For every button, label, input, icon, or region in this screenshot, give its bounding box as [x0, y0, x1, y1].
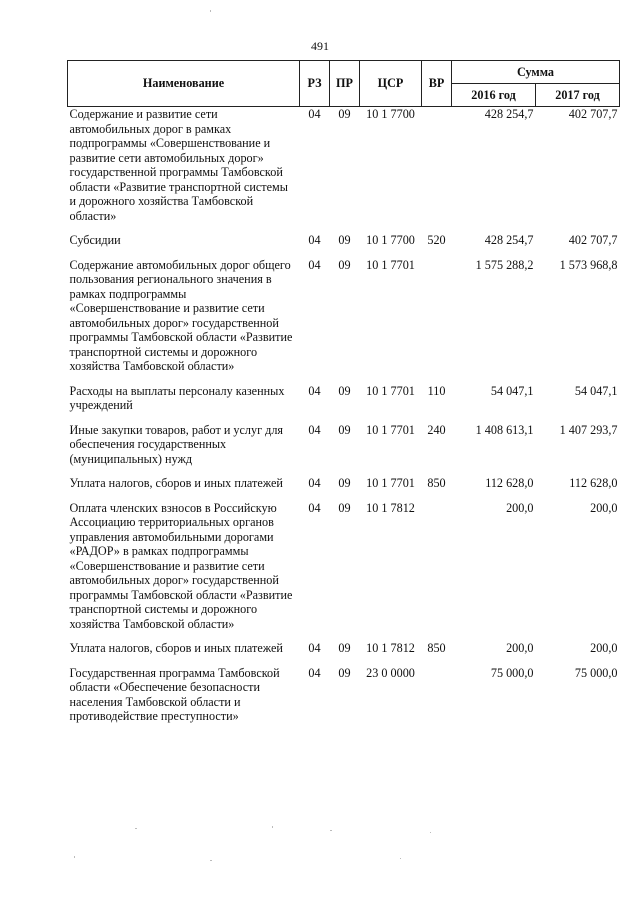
header-rz: РЗ: [300, 61, 330, 107]
row-sum-2017: 54 047,1: [574, 383, 618, 398]
row-vr: [422, 107, 452, 234]
scan-artifact: [430, 832, 431, 833]
header-pr: ПР: [330, 61, 360, 107]
row-pr: 09: [338, 665, 351, 680]
row-vr: 850: [427, 641, 446, 655]
table-row: [68, 107, 620, 234]
row-sum-2016: 75 000,0: [490, 665, 534, 680]
row-csr: 10 1 7701: [366, 383, 415, 398]
scan-artifact: [400, 858, 401, 859]
row-vr: 520: [427, 233, 446, 247]
table-row: [68, 233, 620, 258]
row-vr: [422, 666, 452, 734]
page-number: 491: [311, 39, 329, 53]
row-rz: 04: [308, 107, 321, 121]
row-name: Расходы на выплаты персоналу казенных учреждений: [69, 383, 285, 412]
row-rz: 04: [308, 500, 321, 515]
row-sum-2016: 200,0: [506, 500, 534, 515]
table-row: [68, 423, 620, 477]
row-csr: 23 0 0000: [366, 665, 415, 680]
row-pr: 09: [338, 422, 351, 437]
row-rz: 04: [308, 665, 321, 680]
row-rz: 04: [308, 257, 321, 272]
row-sum-2017: 112 628,0: [569, 476, 618, 490]
row-rz: 04: [308, 422, 321, 437]
row-vr: [422, 258, 452, 384]
scan-artifact: [272, 826, 273, 828]
row-csr: 10 1 7812: [366, 641, 415, 655]
row-vr: 240: [427, 422, 446, 437]
row-sum-2017: 75 000,0: [574, 665, 618, 680]
header-name: Наименование: [68, 61, 300, 107]
scan-artifact: [330, 830, 332, 831]
row-sum-2017: 402 707,7: [568, 233, 618, 247]
row-vr: [422, 501, 452, 642]
row-sum-2016: 200,0: [506, 641, 534, 655]
scan-artifact: [74, 856, 75, 858]
header-csr: ЦСР: [360, 61, 422, 107]
scan-artifact: [210, 860, 212, 861]
row-pr: 09: [338, 107, 351, 121]
row-sum-2017: 1 407 293,7: [559, 422, 618, 437]
scan-artifact: [135, 828, 137, 829]
table-row: [68, 476, 620, 501]
row-name: Государственная программа Тамбовской области «Обеспечение безопасности населения Тамбовской области и противодействие преступности»: [69, 665, 280, 723]
row-sum-2017: 200,0: [590, 641, 618, 655]
row-sum-2017: 402 707,7: [568, 107, 618, 121]
table-row: [68, 258, 620, 384]
row-sum-2016: 428 254,7: [484, 107, 534, 121]
row-sum-2017: 200,0: [590, 500, 618, 515]
table-header: [68, 61, 620, 107]
row-name: Уплата налогов, сборов и иных платежей: [69, 476, 283, 490]
row-name: Содержание и развитие сети автомобильных дорог в рамках подпрограммы «Совершенствование и развитие сети автомобильных дорог» государственной программы Тамбовской области «Развитие транспортной системы и дорожного хозяйства Тамбовской области»: [69, 107, 288, 223]
header-sum: Сумма: [452, 61, 620, 84]
row-pr: 09: [338, 500, 351, 515]
row-pr: 09: [338, 641, 351, 655]
row-sum-2017: 1 573 968,8: [559, 257, 618, 272]
row-name: Содержание автомобильных дорог общего пользования регионального значения в рамках подпрограммы «Совершенствование и развитие сети автомобильных дорог» государственной программы Тамбовской области «Развитие транспортной системы и дорожного хозяйства Тамбовской области»: [69, 257, 293, 373]
row-sum-2016: 1 575 288,2: [475, 257, 534, 272]
header-vr: ВР: [422, 61, 452, 107]
budget-table: [67, 60, 620, 734]
table-row: [68, 384, 620, 423]
header-2016: 2016 год: [452, 84, 536, 107]
row-sum-2016: 428 254,7: [484, 233, 534, 247]
row-name: Субсидии: [69, 233, 121, 247]
row-sum-2016: 1 408 613,1: [475, 422, 534, 437]
row-vr: 110: [427, 383, 446, 398]
row-rz: 04: [308, 383, 321, 398]
row-csr: 10 1 7701: [366, 422, 415, 437]
row-rz: 04: [308, 641, 321, 655]
scan-artifact: [210, 10, 211, 12]
row-pr: 09: [338, 383, 351, 398]
row-csr: 10 1 7700: [366, 233, 415, 247]
row-pr: 09: [338, 257, 351, 272]
row-csr: 10 1 7701: [366, 476, 415, 490]
table-row: [68, 641, 620, 666]
row-vr: 850: [427, 476, 446, 490]
row-rz: 04: [308, 233, 321, 247]
header-2017: 2017 год: [536, 84, 620, 107]
table-row: [68, 666, 620, 734]
row-sum-2016: 54 047,1: [490, 383, 534, 398]
row-rz: 04: [308, 476, 321, 490]
row-name: Оплата членских взносов в Российскую Ассоциацию территориальных органов управления автомобильными дорогами «РАДОР» в рамках подпрограммы «Совершенствование и развитие сети автомобильных дорог» государственной программы Тамбовской области «Развитие транспортной системы и дорожного хозяйства Тамбовской области»: [69, 500, 293, 631]
row-csr: 10 1 7700: [366, 107, 415, 121]
row-name: Уплата налогов, сборов и иных платежей: [69, 641, 283, 655]
table-row: [68, 501, 620, 642]
row-pr: 09: [338, 233, 351, 247]
row-csr: 10 1 7701: [366, 257, 415, 272]
row-name: Иные закупки товаров, работ и услуг для обеспечения государственных (муниципальных) нужд: [69, 422, 284, 466]
row-pr: 09: [338, 476, 351, 490]
row-csr: 10 1 7812: [366, 500, 415, 515]
row-sum-2016: 112 628,0: [485, 476, 534, 490]
table-body: [68, 107, 620, 734]
